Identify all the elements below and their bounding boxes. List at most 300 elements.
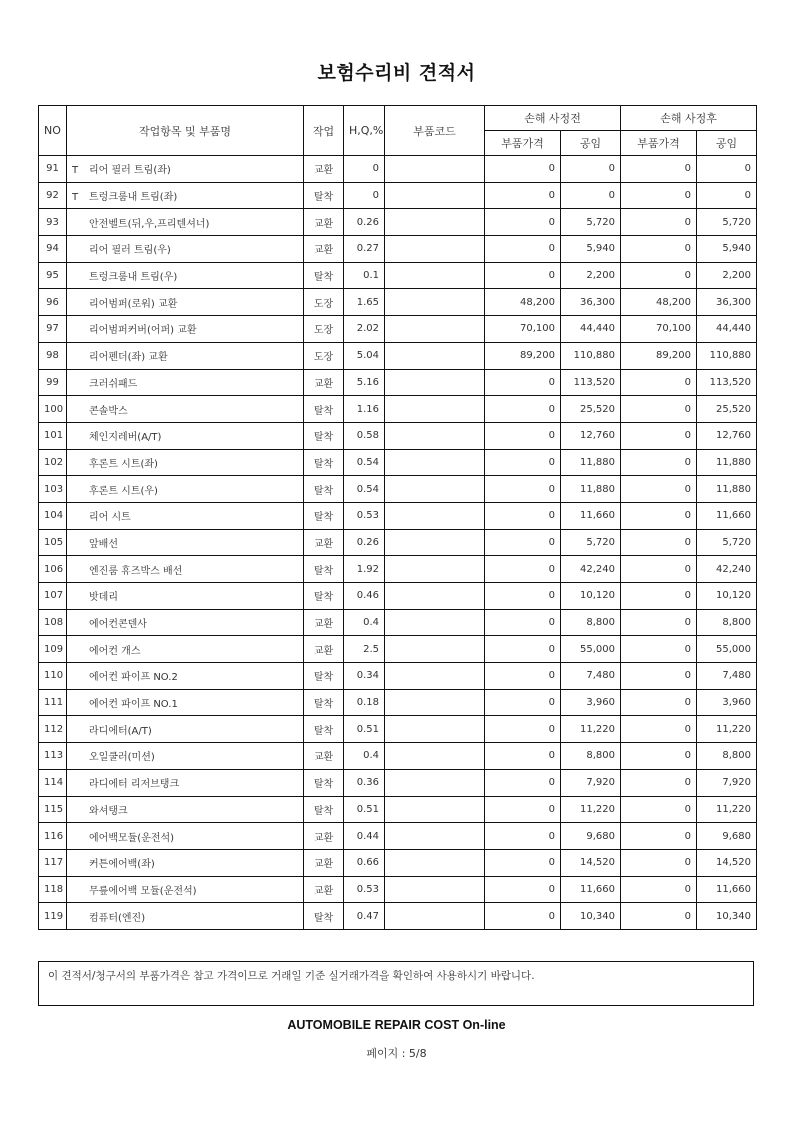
cell-after-part-price: 0 bbox=[621, 903, 697, 930]
cell-after-part-price: 0 bbox=[621, 823, 697, 850]
cell-after-part-price: 0 bbox=[621, 396, 697, 423]
cell-part-code bbox=[385, 583, 485, 610]
cell-item-name bbox=[67, 609, 304, 636]
cell-after-labor: 42,240 bbox=[697, 556, 757, 583]
cell-no: 92 bbox=[39, 182, 67, 209]
cell-work: 탈착 bbox=[304, 502, 344, 529]
cell-after-labor: 7,920 bbox=[697, 769, 757, 796]
cell-before-part-price: 0 bbox=[485, 529, 561, 556]
cell-hq: 1.16 bbox=[344, 396, 385, 423]
cell-no: 97 bbox=[39, 316, 67, 343]
cell-no: 105 bbox=[39, 529, 67, 556]
cell-after-labor: 25,520 bbox=[697, 396, 757, 423]
cell-before-part-price: 0 bbox=[485, 849, 561, 876]
cell-hq: 0.44 bbox=[344, 823, 385, 850]
cell-after-part-price: 89,200 bbox=[621, 342, 697, 369]
table-row bbox=[39, 743, 757, 770]
cell-after-labor: 110,880 bbox=[697, 342, 757, 369]
item-name-text: 트렁크룸내 트림(우) bbox=[89, 272, 178, 284]
cell-before-part-price: 0 bbox=[485, 556, 561, 583]
cell-hq: 0.4 bbox=[344, 609, 385, 636]
cell-hq: 1.92 bbox=[344, 556, 385, 583]
item-name-text: 에어컨 파이프 NO.1 bbox=[89, 699, 178, 711]
cell-mark: T bbox=[72, 192, 79, 204]
cell-before-part-price: 89,200 bbox=[485, 342, 561, 369]
cell-part-code bbox=[385, 876, 485, 903]
cell-before-labor: 7,920 bbox=[561, 769, 621, 796]
table-row bbox=[39, 289, 757, 316]
table-row bbox=[39, 689, 757, 716]
cell-hq: 0 bbox=[344, 156, 385, 183]
cell-after-labor: 8,800 bbox=[697, 743, 757, 770]
table-row bbox=[39, 422, 757, 449]
table-row bbox=[39, 396, 757, 423]
cell-item-name bbox=[67, 583, 304, 610]
cell-item-name bbox=[67, 422, 304, 449]
cell-hq: 0.53 bbox=[344, 502, 385, 529]
cell-item-name bbox=[67, 236, 304, 263]
cell-after-part-price: 0 bbox=[621, 716, 697, 743]
cell-after-labor: 12,760 bbox=[697, 422, 757, 449]
cell-no: 103 bbox=[39, 476, 67, 503]
cell-item-name bbox=[67, 876, 304, 903]
cell-before-part-price: 0 bbox=[485, 689, 561, 716]
item-name-text: 리어 필러 트림(우) bbox=[89, 245, 171, 257]
cell-after-part-price: 0 bbox=[621, 796, 697, 823]
cell-after-labor: 11,880 bbox=[697, 476, 757, 503]
cell-work: 탈착 bbox=[304, 716, 344, 743]
item-name-text: 후론트 시트(우) bbox=[89, 485, 158, 497]
cell-item-name bbox=[67, 396, 304, 423]
cell-item-name bbox=[67, 556, 304, 583]
cell-before-labor: 8,800 bbox=[561, 743, 621, 770]
item-name-text: 엔진룸 휴즈박스 배선 bbox=[89, 565, 183, 577]
cell-work: 교환 bbox=[304, 743, 344, 770]
cell-work: 탈착 bbox=[304, 583, 344, 610]
cell-hq: 0.47 bbox=[344, 903, 385, 930]
cell-after-part-price: 0 bbox=[621, 449, 697, 476]
cell-part-code bbox=[385, 156, 485, 183]
cell-before-labor: 12,760 bbox=[561, 422, 621, 449]
brand-footer: AUTOMOBILE REPAIR COST On-line bbox=[287, 1018, 506, 1032]
table-row bbox=[39, 796, 757, 823]
cell-item-name bbox=[67, 529, 304, 556]
cell-after-part-price: 0 bbox=[621, 689, 697, 716]
cell-no: 98 bbox=[39, 342, 67, 369]
cell-after-part-price: 0 bbox=[621, 743, 697, 770]
cell-before-labor: 11,880 bbox=[561, 476, 621, 503]
cell-after-labor: 5,720 bbox=[697, 529, 757, 556]
cell-after-labor: 10,340 bbox=[697, 903, 757, 930]
cell-item-name bbox=[67, 716, 304, 743]
item-name-text: 리어 필러 트림(좌) bbox=[89, 165, 171, 177]
cell-hq: 0.58 bbox=[344, 422, 385, 449]
cell-no: 107 bbox=[39, 583, 67, 610]
cell-part-code bbox=[385, 449, 485, 476]
table-row bbox=[39, 449, 757, 476]
item-name-text: 에어백모듈(운전석) bbox=[89, 832, 175, 844]
item-name-text: 에어컨 개스 bbox=[89, 645, 141, 657]
cell-no: 115 bbox=[39, 796, 67, 823]
table-row bbox=[39, 663, 757, 690]
cell-after-part-price: 70,100 bbox=[621, 316, 697, 343]
table-row bbox=[39, 502, 757, 529]
cell-hq: 0.18 bbox=[344, 689, 385, 716]
item-name-text: 커튼에어백(좌) bbox=[89, 859, 155, 871]
cell-item-name bbox=[67, 156, 304, 183]
cell-before-labor: 55,000 bbox=[561, 636, 621, 663]
item-name-text: 앞배선 bbox=[89, 538, 118, 550]
cell-before-labor: 5,720 bbox=[561, 209, 621, 236]
table-row bbox=[39, 342, 757, 369]
cell-no: 109 bbox=[39, 636, 67, 663]
cell-hq: 0.26 bbox=[344, 209, 385, 236]
cell-part-code bbox=[385, 476, 485, 503]
cell-after-labor: 14,520 bbox=[697, 849, 757, 876]
cell-part-code bbox=[385, 849, 485, 876]
cell-before-labor: 10,340 bbox=[561, 903, 621, 930]
cell-part-code bbox=[385, 182, 485, 209]
cell-part-code bbox=[385, 743, 485, 770]
item-name-text: 리어 시트 bbox=[89, 512, 131, 524]
cell-work: 탈착 bbox=[304, 903, 344, 930]
cell-before-part-price: 0 bbox=[485, 156, 561, 183]
table-row bbox=[39, 236, 757, 263]
cell-item-name bbox=[67, 849, 304, 876]
table-row bbox=[39, 556, 757, 583]
cell-after-part-price: 0 bbox=[621, 876, 697, 903]
cell-after-part-price: 0 bbox=[621, 583, 697, 610]
cell-before-labor: 0 bbox=[561, 182, 621, 209]
cell-work: 도장 bbox=[304, 289, 344, 316]
cell-item-name bbox=[67, 262, 304, 289]
cell-before-part-price: 0 bbox=[485, 636, 561, 663]
cell-work: 교환 bbox=[304, 209, 344, 236]
item-name-text: 무릎에어백 모듈(운전석) bbox=[89, 885, 197, 897]
cell-part-code bbox=[385, 903, 485, 930]
cell-before-part-price: 0 bbox=[485, 396, 561, 423]
cell-before-labor: 7,480 bbox=[561, 663, 621, 690]
header-before-group: 손해 사정전 bbox=[485, 106, 621, 131]
cell-mark: T bbox=[72, 165, 79, 177]
cell-work: 탈착 bbox=[304, 396, 344, 423]
cell-part-code bbox=[385, 262, 485, 289]
cell-before-part-price: 0 bbox=[485, 769, 561, 796]
cell-part-code bbox=[385, 556, 485, 583]
cell-before-part-price: 0 bbox=[485, 262, 561, 289]
cell-before-labor: 110,880 bbox=[561, 342, 621, 369]
notice-box: 이 견적서/청구서의 부품가격은 참고 가격이므로 거래일 기준 실거래가격을 확인하여 사용하시기 바랍니다. bbox=[38, 961, 754, 1006]
cell-before-labor: 0 bbox=[561, 156, 621, 183]
cell-hq: 0.66 bbox=[344, 849, 385, 876]
cell-no: 106 bbox=[39, 556, 67, 583]
cell-hq: 0.51 bbox=[344, 796, 385, 823]
cell-item-name bbox=[67, 743, 304, 770]
cell-hq: 0 bbox=[344, 182, 385, 209]
cell-hq: 5.16 bbox=[344, 369, 385, 396]
cell-part-code bbox=[385, 716, 485, 743]
cell-hq: 0.27 bbox=[344, 236, 385, 263]
cell-after-labor: 11,220 bbox=[697, 796, 757, 823]
cell-work: 교환 bbox=[304, 369, 344, 396]
cell-before-labor: 9,680 bbox=[561, 823, 621, 850]
header-work: 작업 bbox=[304, 106, 344, 156]
cell-no: 110 bbox=[39, 663, 67, 690]
table-row bbox=[39, 182, 757, 209]
table-row bbox=[39, 876, 757, 903]
cell-after-part-price: 0 bbox=[621, 529, 697, 556]
cell-hq: 0.51 bbox=[344, 716, 385, 743]
cell-before-labor: 5,940 bbox=[561, 236, 621, 263]
header-part-code: 부품코드 bbox=[385, 106, 485, 156]
cell-after-part-price: 0 bbox=[621, 769, 697, 796]
cell-part-code bbox=[385, 502, 485, 529]
cell-no: 100 bbox=[39, 396, 67, 423]
cell-part-code bbox=[385, 769, 485, 796]
cell-work: 도장 bbox=[304, 342, 344, 369]
item-name-text: 체인지레버(A/T) bbox=[89, 432, 162, 444]
cell-item-name bbox=[67, 342, 304, 369]
cell-before-labor: 113,520 bbox=[561, 369, 621, 396]
cell-before-labor: 25,520 bbox=[561, 396, 621, 423]
cell-before-labor: 14,520 bbox=[561, 849, 621, 876]
table-row bbox=[39, 369, 757, 396]
cell-work: 교환 bbox=[304, 849, 344, 876]
cell-part-code bbox=[385, 823, 485, 850]
item-name-text: 라디에터 리저브탱크 bbox=[89, 779, 180, 791]
header-after-part-price: 부품가격 bbox=[621, 131, 697, 156]
cell-no: 118 bbox=[39, 876, 67, 903]
cell-item-name bbox=[67, 903, 304, 930]
cell-before-labor: 11,220 bbox=[561, 796, 621, 823]
cell-after-part-price: 0 bbox=[621, 209, 697, 236]
cell-no: 102 bbox=[39, 449, 67, 476]
cell-part-code bbox=[385, 289, 485, 316]
cell-part-code bbox=[385, 209, 485, 236]
cell-after-part-price: 0 bbox=[621, 849, 697, 876]
cell-no: 116 bbox=[39, 823, 67, 850]
cell-work: 탈착 bbox=[304, 262, 344, 289]
cell-before-labor: 44,440 bbox=[561, 316, 621, 343]
cell-after-labor: 11,660 bbox=[697, 502, 757, 529]
cell-before-part-price: 0 bbox=[485, 369, 561, 396]
cell-hq: 1.65 bbox=[344, 289, 385, 316]
cell-after-labor: 10,120 bbox=[697, 583, 757, 610]
header-hq: H,Q,% bbox=[344, 106, 385, 156]
cell-part-code bbox=[385, 609, 485, 636]
cell-item-name bbox=[67, 209, 304, 236]
cell-no: 119 bbox=[39, 903, 67, 930]
cell-after-part-price: 0 bbox=[621, 236, 697, 263]
cell-no: 101 bbox=[39, 422, 67, 449]
item-name-text: 리어범퍼(로워) 교환 bbox=[89, 298, 178, 310]
cell-hq: 0.46 bbox=[344, 583, 385, 610]
cell-after-labor: 36,300 bbox=[697, 289, 757, 316]
cell-before-part-price: 48,200 bbox=[485, 289, 561, 316]
cell-after-part-price: 0 bbox=[621, 556, 697, 583]
cell-work: 탈착 bbox=[304, 182, 344, 209]
cell-hq: 0.36 bbox=[344, 769, 385, 796]
item-name-text: 크러쉬패드 bbox=[89, 378, 138, 390]
cell-after-labor: 7,480 bbox=[697, 663, 757, 690]
table-row bbox=[39, 476, 757, 503]
cell-work: 교환 bbox=[304, 823, 344, 850]
cell-item-name bbox=[67, 823, 304, 850]
cell-no: 114 bbox=[39, 769, 67, 796]
cell-hq: 5.04 bbox=[344, 342, 385, 369]
cell-after-labor: 8,800 bbox=[697, 609, 757, 636]
cell-before-part-price: 0 bbox=[485, 663, 561, 690]
cell-item-name bbox=[67, 689, 304, 716]
cell-after-labor: 3,960 bbox=[697, 689, 757, 716]
table-row bbox=[39, 636, 757, 663]
cell-after-part-price: 0 bbox=[621, 182, 697, 209]
cell-item-name bbox=[67, 369, 304, 396]
cell-after-labor: 11,660 bbox=[697, 876, 757, 903]
cell-before-labor: 3,960 bbox=[561, 689, 621, 716]
cell-part-code bbox=[385, 236, 485, 263]
cell-hq: 0.4 bbox=[344, 743, 385, 770]
table-row bbox=[39, 156, 757, 183]
cell-item-name bbox=[67, 769, 304, 796]
cell-part-code bbox=[385, 689, 485, 716]
cell-before-part-price: 0 bbox=[485, 583, 561, 610]
cell-work: 탈착 bbox=[304, 476, 344, 503]
cell-work: 교환 bbox=[304, 609, 344, 636]
cell-after-labor: 5,720 bbox=[697, 209, 757, 236]
cell-after-labor: 11,880 bbox=[697, 449, 757, 476]
cell-after-part-price: 0 bbox=[621, 422, 697, 449]
cell-after-part-price: 0 bbox=[621, 156, 697, 183]
header-before-part-price: 부품가격 bbox=[485, 131, 561, 156]
cell-before-part-price: 0 bbox=[485, 716, 561, 743]
header-before-labor: 공임 bbox=[561, 131, 621, 156]
cell-work: 교환 bbox=[304, 156, 344, 183]
table-row bbox=[39, 769, 757, 796]
cell-before-part-price: 0 bbox=[485, 609, 561, 636]
cell-hq: 0.26 bbox=[344, 529, 385, 556]
item-name-text: 와셔탱크 bbox=[89, 805, 128, 817]
cell-no: 94 bbox=[39, 236, 67, 263]
page-number: 페이지 : 5/8 bbox=[366, 1047, 427, 1060]
table-row bbox=[39, 823, 757, 850]
cell-work: 교환 bbox=[304, 636, 344, 663]
cell-work: 탈착 bbox=[304, 422, 344, 449]
cell-before-part-price: 0 bbox=[485, 209, 561, 236]
cell-no: 111 bbox=[39, 689, 67, 716]
cell-after-part-price: 0 bbox=[621, 502, 697, 529]
cell-part-code bbox=[385, 369, 485, 396]
cell-after-labor: 9,680 bbox=[697, 823, 757, 850]
cell-work: 탈착 bbox=[304, 689, 344, 716]
header-after-labor: 공임 bbox=[697, 131, 757, 156]
cell-after-labor: 0 bbox=[697, 156, 757, 183]
cell-item-name bbox=[67, 502, 304, 529]
cell-no: 91 bbox=[39, 156, 67, 183]
header-after-group: 손해 사정후 bbox=[621, 106, 757, 131]
document-title: 보험수리비 견적서 bbox=[317, 62, 476, 84]
cell-hq: 2.02 bbox=[344, 316, 385, 343]
item-name-text: 리어범퍼커버(어퍼) 교환 bbox=[89, 325, 197, 337]
cell-item-name bbox=[67, 796, 304, 823]
cell-before-part-price: 0 bbox=[485, 903, 561, 930]
cell-after-labor: 44,440 bbox=[697, 316, 757, 343]
cell-hq: 2.5 bbox=[344, 636, 385, 663]
cell-before-labor: 2,200 bbox=[561, 262, 621, 289]
cell-before-labor: 11,660 bbox=[561, 876, 621, 903]
cell-no: 104 bbox=[39, 502, 67, 529]
cell-no: 99 bbox=[39, 369, 67, 396]
cell-after-part-price: 48,200 bbox=[621, 289, 697, 316]
cell-item-name bbox=[67, 449, 304, 476]
cell-before-labor: 42,240 bbox=[561, 556, 621, 583]
cell-after-part-price: 0 bbox=[621, 636, 697, 663]
estimate-table bbox=[38, 105, 757, 930]
cell-part-code bbox=[385, 422, 485, 449]
cell-after-labor: 0 bbox=[697, 182, 757, 209]
cell-hq: 0.53 bbox=[344, 876, 385, 903]
cell-no: 108 bbox=[39, 609, 67, 636]
cell-after-part-price: 0 bbox=[621, 609, 697, 636]
cell-no: 95 bbox=[39, 262, 67, 289]
item-name-text: 라디에터(A/T) bbox=[89, 725, 152, 737]
cell-part-code bbox=[385, 316, 485, 343]
cell-work: 교환 bbox=[304, 876, 344, 903]
cell-before-part-price: 0 bbox=[485, 743, 561, 770]
cell-before-part-price: 0 bbox=[485, 823, 561, 850]
cell-item-name bbox=[67, 636, 304, 663]
cell-after-part-price: 0 bbox=[621, 663, 697, 690]
cell-part-code bbox=[385, 529, 485, 556]
cell-part-code bbox=[385, 663, 485, 690]
table-row bbox=[39, 849, 757, 876]
item-name-text: 후론트 시트(좌) bbox=[89, 458, 158, 470]
cell-after-part-price: 0 bbox=[621, 369, 697, 396]
item-name-text: 밧데리 bbox=[89, 592, 118, 604]
cell-work: 탈착 bbox=[304, 796, 344, 823]
cell-before-part-price: 0 bbox=[485, 876, 561, 903]
cell-after-labor: 113,520 bbox=[697, 369, 757, 396]
table-row bbox=[39, 316, 757, 343]
item-name-text: 콘솔박스 bbox=[89, 405, 128, 417]
item-name-text: 에어컨콘덴사 bbox=[89, 619, 147, 631]
cell-after-labor: 55,000 bbox=[697, 636, 757, 663]
cell-work: 탈착 bbox=[304, 556, 344, 583]
item-name-text: 리어펜더(좌) 교환 bbox=[89, 352, 168, 364]
item-name-text: 안전벨트(뒤,우,프리텐셔너) bbox=[89, 218, 210, 230]
cell-before-part-price: 0 bbox=[485, 182, 561, 209]
cell-hq: 0.34 bbox=[344, 663, 385, 690]
cell-before-labor: 11,880 bbox=[561, 449, 621, 476]
table-row bbox=[39, 609, 757, 636]
cell-before-part-price: 0 bbox=[485, 449, 561, 476]
cell-before-part-price: 0 bbox=[485, 796, 561, 823]
cell-before-labor: 11,220 bbox=[561, 716, 621, 743]
cell-before-part-price: 0 bbox=[485, 236, 561, 263]
cell-after-part-price: 0 bbox=[621, 476, 697, 503]
cell-before-part-price: 0 bbox=[485, 476, 561, 503]
table-row bbox=[39, 529, 757, 556]
cell-after-part-price: 0 bbox=[621, 262, 697, 289]
cell-before-labor: 10,120 bbox=[561, 583, 621, 610]
header-no: NO bbox=[39, 106, 67, 156]
cell-after-labor: 2,200 bbox=[697, 262, 757, 289]
cell-part-code bbox=[385, 396, 485, 423]
cell-before-labor: 11,660 bbox=[561, 502, 621, 529]
cell-before-labor: 5,720 bbox=[561, 529, 621, 556]
cell-work: 교환 bbox=[304, 529, 344, 556]
cell-work: 교환 bbox=[304, 236, 344, 263]
